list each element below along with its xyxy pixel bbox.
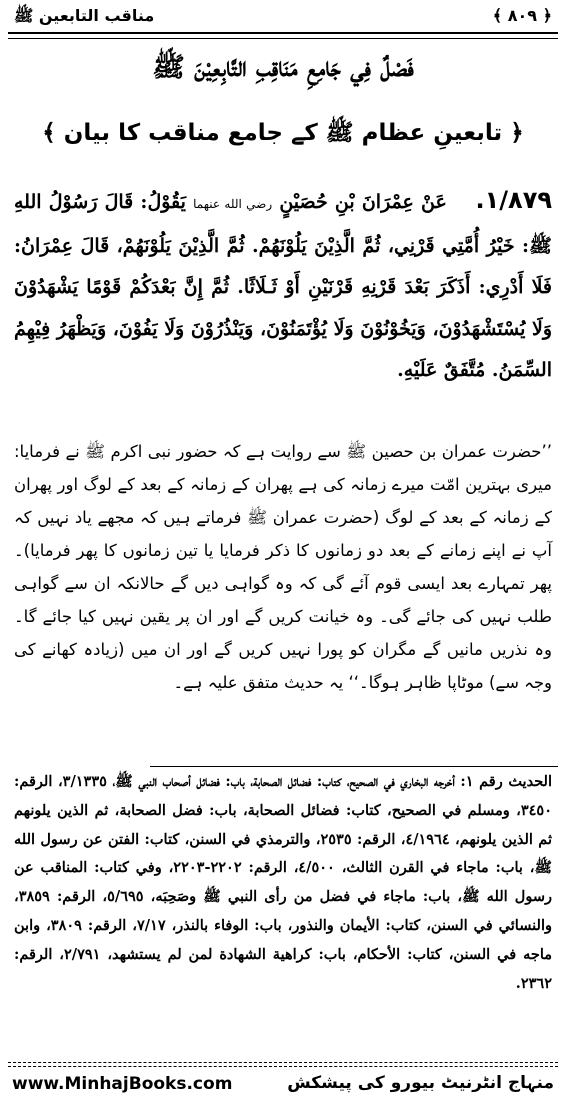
section-title: فَصْلٌ فِي جَامِعِ مَنَاقِبِ التَّابِعِيْنَ ﷺ: [152, 52, 414, 83]
running-title: مناقب التابعين ﷺ: [14, 6, 155, 25]
hadith-narrator: عَنْ عِمْرَانَ بْنِ حُصَيْنٍ: [279, 191, 447, 213]
page-header: [8, 4, 558, 30]
narrator-honorific: رضي الله عنهما: [193, 197, 273, 211]
section-subtitle: ﴿ تابعینِ عظام ﷺ کے جامع مناقب کا بیان ﴾: [42, 120, 524, 146]
footer-rule: [8, 1062, 558, 1063]
arabic-hadith: [14, 180, 552, 392]
hadith-text: يَقُوْلُ: قَالَ رَسُوْلُ اللهِ ﷺ: خَيْرُ أُمَّتِي قَرْنِي، ثُمَّ الَّذِيْنَ يَلُوْنَهُمْ. ثُمَّ الَّذِيْنَ يَلُوْنَهُمْ، قَالَ عِمْرَانُ: فَلَا أَدْرِي: أَذَكَرَ بَعْدَ قَرْنِهِ قَرْنَيْنِ أَوْ ثَـلَاثًا. ثُمَّ إِنَّ بَعْدَكُمْ قَوْمًا يَشْهَدُوْنَ وَلَا يُسْتَشْهَدُوْنَ، وَيَخُوْنُوْنَ وَلَا يُؤْتَمَنُوْنَ، وَيَنْذُرُوْنَ وَلَا يَفُوْنَ، وَيَظْهَرُ فِيْهِمُ السِّمَنُ. مُتَّفَقٌ عَلَيْهِ.: [14, 191, 552, 381]
footer-rule-lower: [8, 1066, 558, 1067]
footnote-references: الحديث رقم ١: أخرجه البخاري في الصحيح، كتاب: فضائل الصحابة، باب: فضائل أصحاب النبي ﷺ، ٣/١٣٣٥، الرقم: ٣٤٥٠، ومسلم في الصحيح، كتاب: فضائل الصحابة، باب: فضل الصحابة، ثم الذين يلونهم ثم الذين يلونهم، ٤/١٩٦٤، الرقم: ٢٥٣٥، والترمذي في السنن، كتاب: الفتن عن رسول الله ﷺ، باب: ماجاء في القرن الثالث، ٤/٥٠٠، الرقم: ٢٢٠٢-٢٢٠٣، وفي كتاب: المناقب عن رسول الله ﷺ، باب: ماجاء في فضل من رأى النبي ﷺ وصَحِبَه، ٥/٦٩٥، الرقم: ٣٨٥٩، والنسائي في السنن، كتاب: الأيمان والنذور، باب: الوفاء بالنذر، ٧/١٧، الرقم: ٣٨٠٩، وابن ماجه في السنن، كتاب: الأحكام، باب: كراهية الشهادة لمن لم يستشهد، ٢/٧٩١، الرقم: ٢٣٦٢.: [14, 773, 553, 992]
hadith-number: ١/٨٧٩.: [475, 186, 552, 214]
footnote-rule: [150, 766, 558, 767]
header-rule: [8, 32, 558, 39]
footer-website: www.MinhajBooks.com: [12, 1074, 233, 1094]
urdu-translation: ’’حضرت عمران بن حصین ﷺ سے روایت ہے کہ حضور نبی اکرم ﷺ نے فرمایا: میری بہترین امّت میرے زمانہ کی ہے پھران کے زمانہ کے بعد کے لوگ اور پھران کے زمانہ کے بعد کے لوگ (حضرت عمران ﷺ فرماتے ہیں کہ مجھے یاد نہیں کہ آپ نے اپنے زمانے کے بعد دو زمانوں کا ذکر فرمایا یا تین زمانوں کا پھر فرمایا)۔ پھر تمہارے بعد ایسی قوم آئے گی کہ وہ گواہی دیں گے حالانکہ ان سے گواہی طلب نہیں کی جائے گی۔ وہ خیانت کریں گے اور ان پر یقین نہیں کیا جائے گا۔ وہ نذریں مانیں گے مگران کو پورا نہیں کریں گے اور ان میں (زیادہ کھانے کی وجہ سے) موٹاپا ظاہر ہوگا۔‘‘ یہ حدیث متفق علیہ ہے۔: [14, 442, 552, 692]
page-number: ﴿ ٨٠٩ ﴾: [492, 6, 552, 25]
footer-publisher: منہاج انٹرنیٹ بیورو کی پیشکش: [287, 1073, 554, 1093]
